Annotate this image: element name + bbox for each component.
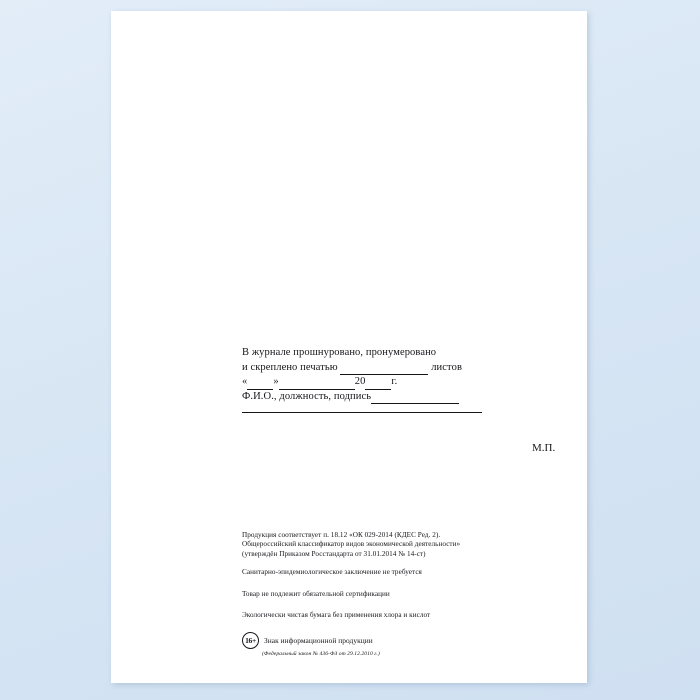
certification-line-1 (242, 346, 572, 361)
seal-mark: М.П. (532, 442, 556, 454)
certification-line-3 (242, 375, 572, 390)
certification-line-1-text: В журнале прошнуровано, пронумеровано (242, 347, 437, 358)
okved-line-3: (утверждён Приказом Росстандарта от 31.01.2014 № 14-ст) (242, 549, 426, 558)
signature-rule (242, 406, 482, 413)
okved-line-1: Продукция соответствует п. 18.12 «ОК 029-2014 (КДЕС Ред. 2). (242, 531, 441, 539)
sheets-count-blank (340, 363, 428, 375)
year-blank (365, 378, 391, 390)
certification-line-2-prefix: и скреплено печатью (242, 361, 338, 373)
okved-line-2: Общероссийский классификатор видов экономической деятельности» (242, 540, 461, 549)
legal-footer (242, 531, 562, 657)
day-blank (247, 378, 273, 390)
certification-line-2 (242, 361, 572, 376)
signatory-label: Ф.И.О., должность, подпись (242, 390, 372, 402)
age-rating-row (242, 632, 562, 649)
age-rating-law-reference: (Федеральный закон № 436-ФЗ от 29.12.2010 г.) (262, 650, 380, 657)
month-blank (279, 378, 355, 390)
legal-paragraph-okved (242, 531, 562, 559)
legal-line-certification: Товар не подлежит обязательной сертификации (242, 589, 390, 598)
certification-line-4 (242, 390, 572, 405)
date-quote-close: » (273, 376, 279, 387)
certification-block (242, 346, 572, 454)
year-prefix: 20 (354, 376, 366, 387)
age-rating-label: Знак информационной продукции (264, 636, 373, 646)
legal-line-sanitary: Санитарно-эпидемиологическое заключение не требуется (242, 568, 422, 577)
legal-line-eco-paper: Экологически чистая бумага без применения хлора и кислот (242, 611, 431, 620)
document-page (111, 11, 587, 683)
age-rating-badge-icon: 16+ (242, 632, 259, 649)
year-suffix: г. (391, 376, 398, 387)
certification-line-2-suffix: листов (431, 361, 462, 373)
signature-blank (371, 392, 459, 404)
document-content (111, 11, 587, 683)
date-quote-open: « (242, 376, 248, 387)
